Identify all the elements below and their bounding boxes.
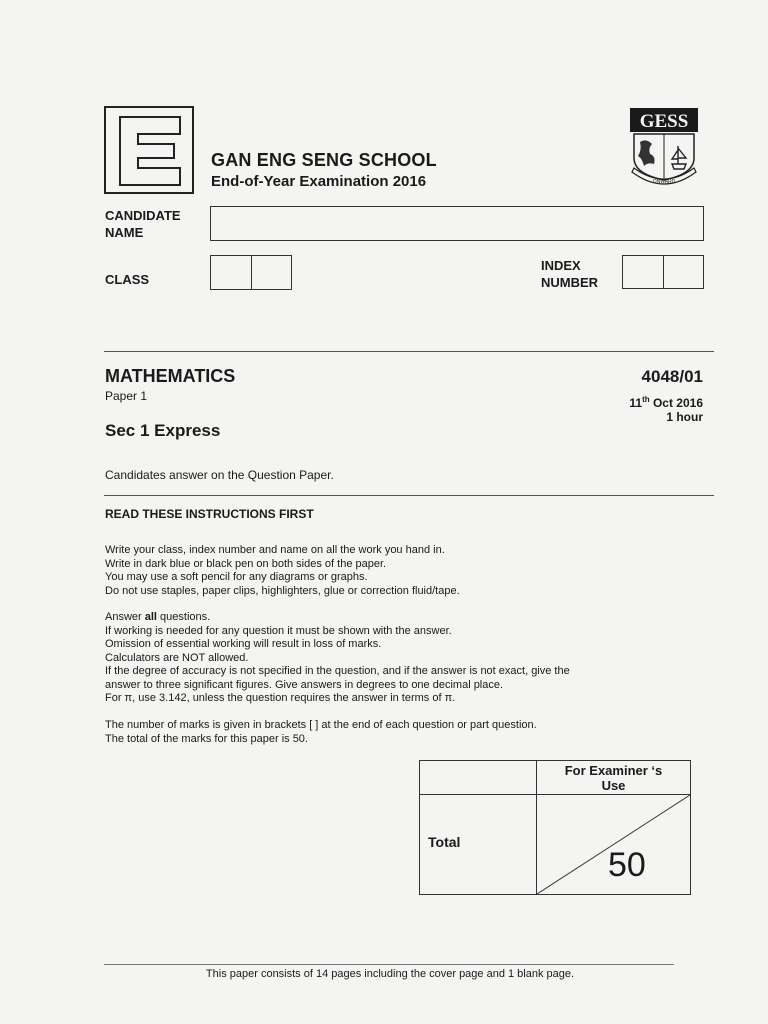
index-label-line1: INDEX [541,258,581,273]
paper-number: Paper 1 [105,389,148,403]
footer-divider [104,964,674,965]
instruction-line: The number of marks is given in brackets [ ] at the end of each question or part question. [105,719,537,731]
instruction-line: Write your class, index number and name on all the work you hand in. [105,544,445,556]
total-marks: 50 [608,846,646,884]
paper-code: 4048/01 [641,367,703,386]
instructions-block-3 [105,719,537,746]
total-label: Total [428,834,461,850]
instruction-line: You may use a soft pencil for any diagrams or graphs. [105,571,368,583]
instructions-block-2 [105,611,570,706]
instruction-line: Answer all questions. [105,611,211,623]
candidate-name-label [105,207,181,241]
examiner-use-table [419,760,691,895]
examiner-heading: For Examiner ‘s Use [564,763,663,793]
footer-note: This paper consists of 14 pages including the cover page and 1 blank page. [205,968,575,980]
class-field[interactable] [210,255,292,290]
e-letter-icon [116,114,184,188]
instruction-line: The total of the marks for this paper is 50. [105,732,308,745]
exam-duration: 1 hour [666,410,703,424]
instruction-line: For π, use 3.142, unless the question requires the answer in terms of π. [105,692,456,704]
e-logo [104,106,194,194]
index-number-label [541,257,598,291]
class-label: CLASS [105,272,150,287]
instruction-line: Write in dark blue or black pen on both sides of the paper. [105,557,387,570]
index-label-line2: NUMBER [541,275,599,290]
candidate-name-field[interactable] [210,206,704,241]
candidate-label-line1: CANDIDATE [105,208,181,223]
instruction-line: If working is needed for any question it must be shown with the answer. [105,624,452,637]
instructions-heading: READ THESE INSTRUCTIONS FIRST [105,507,314,521]
divider [104,495,714,496]
exam-name: End-of-Year Examination 2016 [211,173,427,190]
instruction-line: Do not use staples, paper clips, highlighters, glue or correction fluid/tape. [105,584,460,597]
candidate-label-line2: NAME [105,225,144,240]
candidates-answer-note: Candidates answer on the Question Paper. [105,468,334,482]
school-crest-icon [628,106,700,192]
instruction-line: Omission of essential working will result in loss of marks. [105,638,382,650]
level: Sec 1 Express [105,421,221,440]
instruction-line: Calculators are NOT allowed. [105,651,249,664]
subject-title: MATHEMATICS [105,366,236,386]
instructions-block-1 [105,544,460,598]
exam-date: 11th Oct 2016 [629,395,703,410]
instruction-line: answer to three significant figures. Give answers in degrees to one decimal place. [105,678,504,691]
index-number-field[interactable] [622,255,704,289]
instruction-line: If the degree of accuracy is not specified in the question, and if the answer is not exact, give the [105,665,570,677]
divider [104,351,714,352]
svg-text:ONWARD: ONWARD [652,179,676,185]
school-name: GAN ENG SENG SCHOOL [211,150,437,170]
svg-text:GESS: GESS [639,111,689,132]
